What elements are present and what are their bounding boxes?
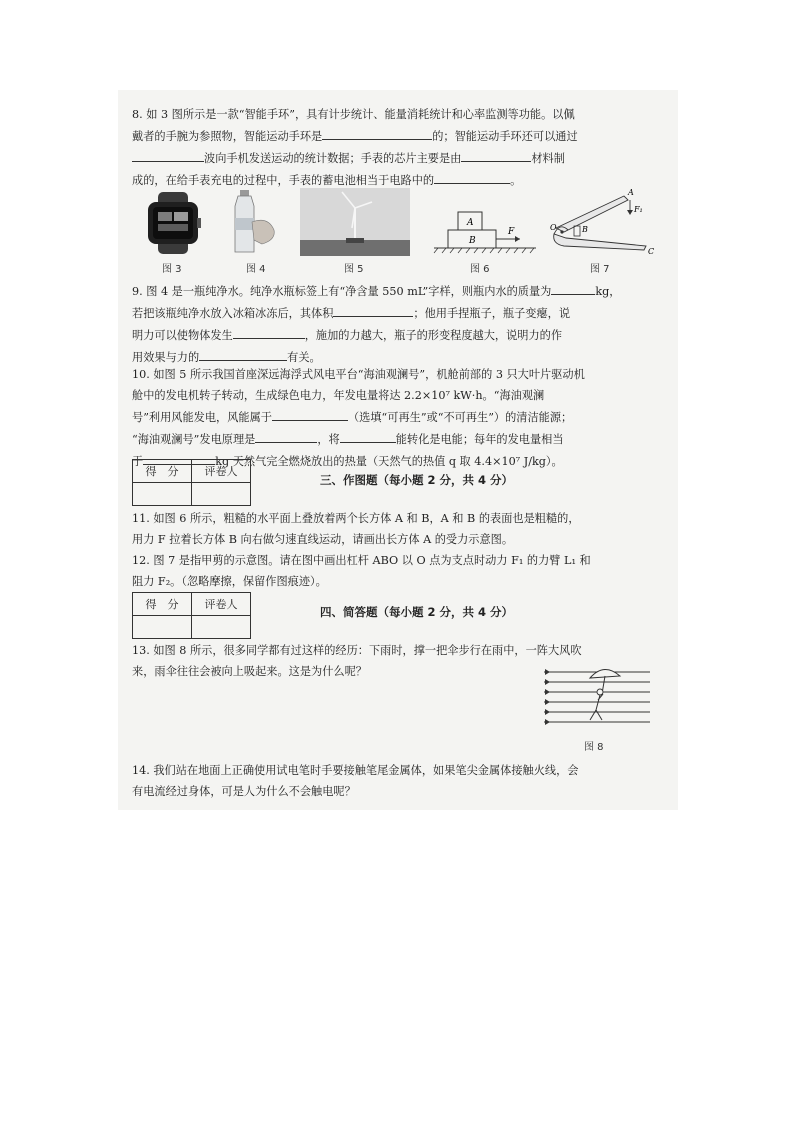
q8-line2 — [132, 125, 668, 147]
q10-line5a: 于 — [132, 455, 144, 468]
q10-line4c: 能转化是电能；每年的发电量相当 — [395, 433, 564, 446]
question-12 — [132, 550, 668, 592]
caption-fig7: 图 7 — [590, 264, 610, 275]
q8-line4b: 。 — [510, 174, 522, 187]
caption-fig4: 图 4 — [246, 264, 266, 275]
q9-line1a: 9. 图 4 是一瓶纯净水。纯净水瓶标签上有“净含量 550 mL”字样，则瓶内水的质量为 — [132, 285, 552, 298]
q9-line2a: 若把该瓶纯净水放入冰箱冰冻后，其体积 — [132, 307, 334, 320]
section3-title: 三、作图题（每小题 2 分，共 4 分） — [320, 473, 514, 487]
q8-line2a: 戴者的手腕为参照物，智能运动手环是 — [132, 130, 323, 143]
q9-blank2[interactable] — [333, 302, 413, 317]
q8-blank4[interactable] — [434, 169, 510, 184]
q10-line3 — [132, 406, 668, 428]
q13-line1: 13. 如图 8 所示，很多同学都有过这样的经历：下雨时，撑一把伞步行在雨中，一阵大风吹 — [132, 644, 582, 657]
q9-line3 — [132, 324, 668, 346]
grader-cell[interactable] — [192, 616, 251, 639]
question-10 — [132, 364, 668, 472]
label-B: B — [469, 236, 476, 246]
caption-fig3: 图 3 — [162, 264, 182, 275]
q8-line2b: 的；智能运动手环还可以通过 — [432, 130, 578, 143]
q10-blank2[interactable] — [255, 428, 317, 443]
q8-blank2[interactable] — [132, 147, 204, 162]
umbrella-wind-diagram — [540, 664, 660, 734]
score-header: 得 分 — [133, 593, 192, 616]
q9-blank3[interactable] — [233, 324, 305, 339]
q8-line3a: 波向手机发送运动的统计数据；手表的芯片主要是由 — [204, 152, 462, 165]
label-A7: A — [628, 188, 634, 197]
grader-cell[interactable] — [192, 483, 251, 506]
q10-line3a: 号”利用风能发电，风能属于 — [132, 411, 272, 424]
caption-fig6: 图 6 — [470, 264, 490, 275]
stacked-blocks-diagram — [430, 198, 540, 258]
q10-line4 — [132, 428, 668, 450]
q10-line4a: “海油观澜号”发电原理是 — [132, 433, 256, 446]
caption-fig5: 图 5 — [344, 264, 364, 275]
q9-line1 — [132, 280, 668, 302]
q10-line5b: kg 天然气完全燃烧放出的热量（天然气的热值 q 取 4.4×10⁷ J/kg）。 — [215, 455, 563, 468]
q10-blank3[interactable] — [340, 428, 396, 443]
q10-blank1[interactable] — [272, 406, 348, 421]
q13-line2: 来，雨伞往往会被向上吸起来。这是为什么呢？ — [132, 665, 367, 678]
q9-line4b: 有关。 — [287, 351, 321, 364]
nail-clipper-diagram — [544, 188, 656, 258]
q8-line4a: 成的，在给手表充电的过程中，手表的蓄电池相当于电路中的 — [132, 174, 435, 187]
score-table-section4 — [132, 592, 251, 639]
question-14 — [132, 760, 668, 802]
q9-line1b: kg， — [595, 285, 621, 298]
label-F: F — [508, 227, 515, 237]
caption-fig8: 图 8 — [584, 742, 604, 753]
question-9 — [132, 280, 668, 368]
q10-line3b: （选填“可再生”或“不可再生”）的清洁能源； — [347, 411, 573, 424]
q9-line2 — [132, 302, 668, 324]
q9-blank4[interactable] — [199, 346, 287, 361]
label-B7: B — [582, 225, 588, 234]
label-F1: F₁ — [634, 205, 643, 214]
q9-blank1[interactable] — [551, 280, 595, 295]
q8-line1: 8. 如 3 图所示是一款“智能手环”，具有计步统计、能量消耗统计和心率监测等功能。以佩 — [132, 108, 575, 121]
q9-line3a: 明力可以使物体发生 — [132, 329, 233, 342]
q10-line2: 舱中的发电机转子转动，生成绿色电力，年发电量将达 2.2×10⁷ kW·h。“海油观澜 — [132, 389, 545, 402]
q10-line1: 10. 如图 5 所示我国首座深远海浮式风电平台“海油观澜号”，机舱前部的 3 只大叶片驱动机 — [132, 368, 585, 381]
grader-header: 评卷人 — [192, 593, 251, 616]
score-cell[interactable] — [133, 616, 192, 639]
q8-blank3[interactable] — [461, 147, 531, 162]
smartwatch-image — [144, 192, 204, 254]
score-cell[interactable] — [133, 483, 192, 506]
label-C: C — [648, 247, 655, 256]
q14-line1: 14. 我们站在地面上正确使用试电笔时手要接触笔尾金属体，如果笔尖金属体接触火线，会 — [132, 764, 579, 777]
score-header: 得 分 — [133, 460, 192, 483]
score-table-section3 — [132, 459, 251, 506]
label-A: A — [467, 218, 474, 228]
q8-line3b: 材料制 — [531, 152, 565, 165]
grader-header: 评卷人 — [192, 460, 251, 483]
q8-blank1[interactable] — [322, 125, 432, 140]
question-8 — [132, 104, 668, 191]
q9-line2b: ；他用手捏瓶子，瓶子变瘪，说 — [413, 307, 571, 320]
q11-line2: 用力 F 拉着长方体 B 向右做匀速直线运动，请画出长方体 A 的受力示意图。 — [132, 533, 514, 546]
label-O: O — [550, 223, 557, 232]
water-bottle-image — [232, 188, 282, 256]
figures-row — [140, 188, 660, 278]
q8-line3 — [132, 147, 668, 169]
q12-line1: 12. 图 7 是指甲剪的示意图。请在图中画出杠杆 ABO 以 O 点为支点时动力 F₁ 的力臂 L₁ 和 — [132, 554, 591, 567]
question-11 — [132, 508, 668, 550]
q9-line3b: ，施加的力越大，瓶子的形变程度越大，说明力的作 — [304, 329, 563, 342]
q12-line2: 阻力 F₂。（忽略摩擦，保留作图痕迹）。 — [132, 575, 327, 588]
section4-title: 四、简答题（每小题 2 分，共 4 分） — [320, 605, 514, 619]
wind-turbine-image — [300, 188, 410, 256]
q14-line2: 有电流经过身体，可是人为什么不会触电呢？ — [132, 785, 356, 798]
q9-line4a: 用效果与力的 — [132, 351, 200, 364]
q11-line1: 11. 如图 6 所示，粗糙的水平面上叠放着两个长方体 A 和 B，A 和 B 的表面也是粗糙的， — [132, 512, 580, 525]
q10-line4b: ，将 — [317, 433, 340, 446]
